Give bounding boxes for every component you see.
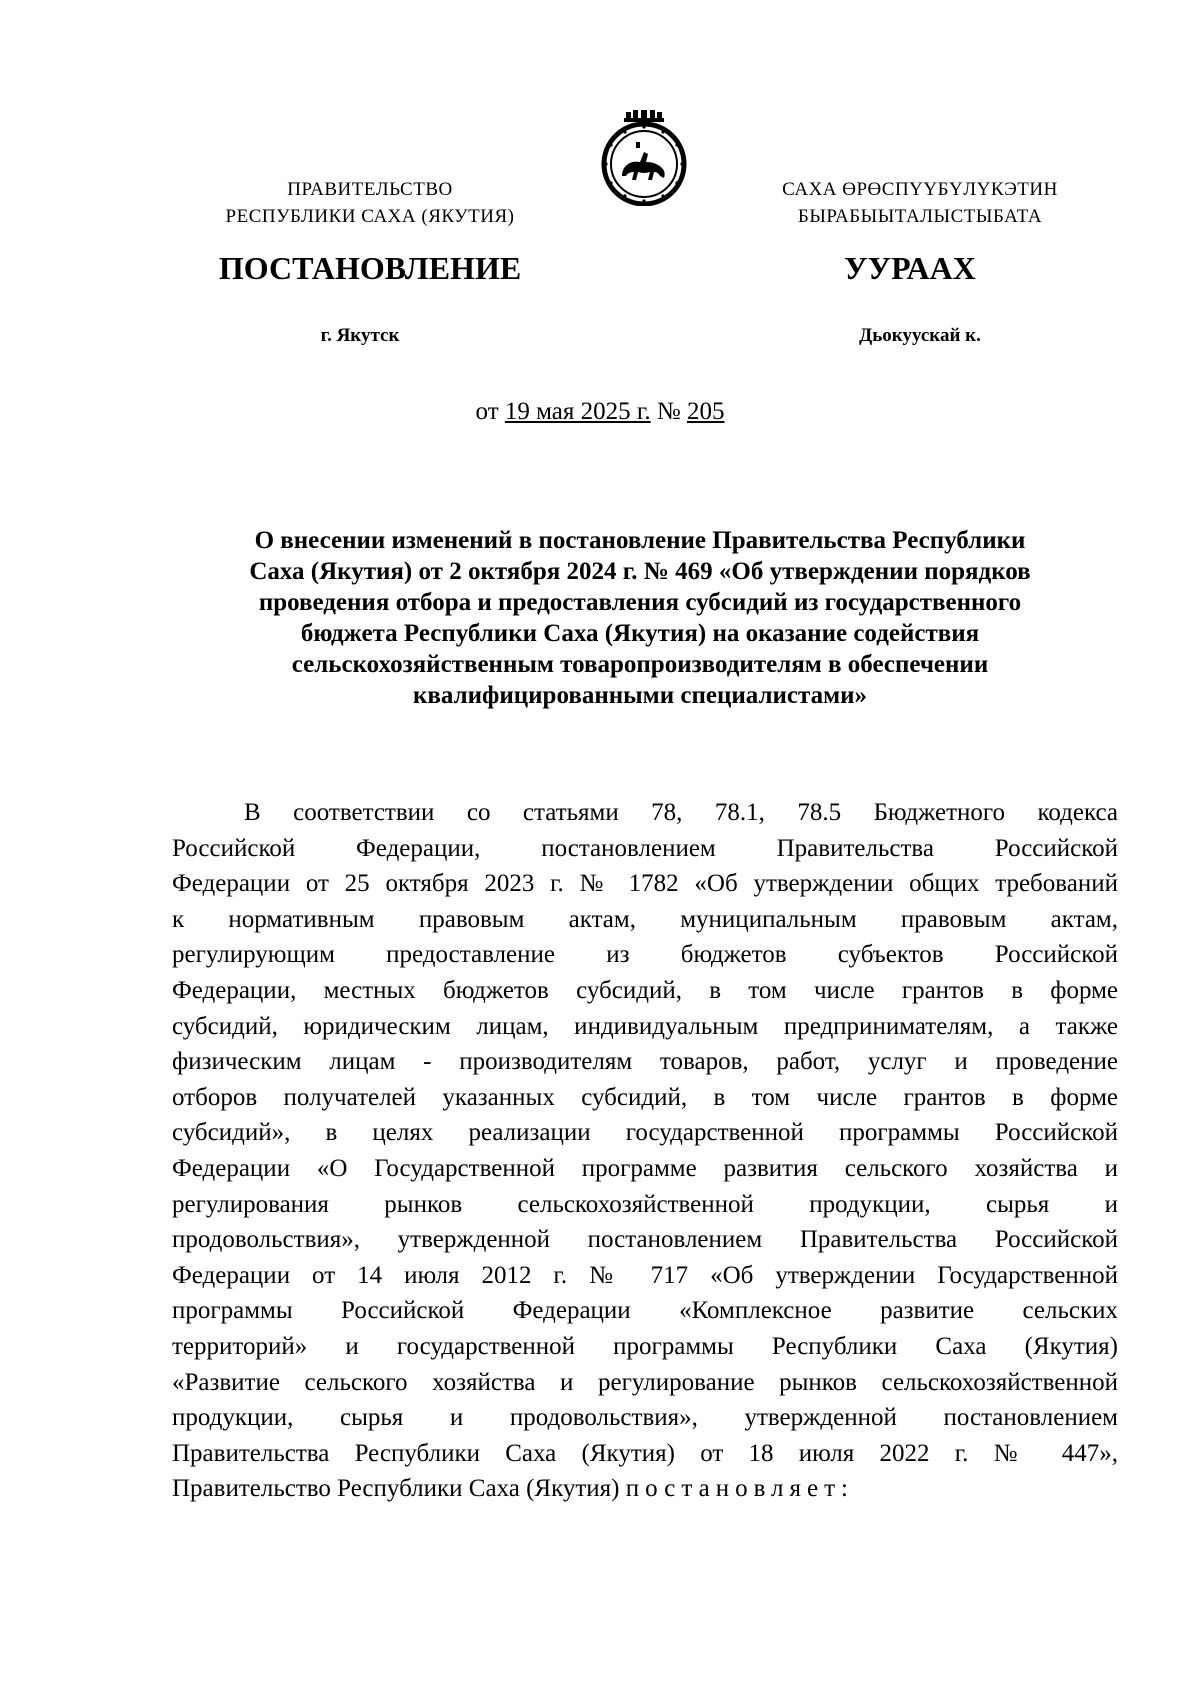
- doc-type-yakut: УУРААХ: [844, 250, 976, 286]
- body-line: физическим лицам - производителям товаров, работ, услуг и проведение: [172, 1048, 1118, 1076]
- body-final-spaced-word: постановляет:: [625, 1475, 854, 1503]
- header-right-line-2: БЫРАБЫЫТАЛЫСТЫБАТА: [797, 206, 1043, 227]
- body-line: регулирования рынков сельскохозяйственной продукции, сырья и: [172, 1190, 1118, 1218]
- header-left-line-1: ПРАВИТЕЛЬСТВО: [287, 179, 453, 200]
- title-line: проведения отбора и предоставления субсидий из государственного: [258, 589, 1022, 616]
- number-sign: №: [650, 398, 687, 425]
- document-title: [180, 525, 1100, 711]
- title-line: квалифицированными специалистами»: [412, 682, 868, 709]
- body-line: Федерации, местных бюджетов субсидий, в том числе грантов в форме: [172, 976, 1118, 1004]
- body-line: территорий» и государственной программы Республики Саха (Якутия): [172, 1332, 1118, 1360]
- title-line: сельскохозяйственным товаропроизводителям в обеспечении: [291, 651, 989, 678]
- header-left-line-2: РЕСПУБЛИКИ САХА (ЯКУТИЯ): [225, 206, 515, 227]
- header-right-org-name: [730, 176, 1110, 230]
- body-line: к нормативным правовым актам, муниципальным правовым актам,: [172, 905, 1118, 933]
- header-left-org-name: [180, 176, 560, 230]
- body-line: «Развитие сельского хозяйства и регулирование рынков сельскохозяйственной: [172, 1368, 1118, 1396]
- body-line: продукции, сырья и продовольствия», утвержденной постановлением: [172, 1404, 1118, 1432]
- body-line: отборов получателей указанных субсидий, в том числе грантов в форме: [172, 1083, 1118, 1111]
- body-line: Федерации «О Государственной программе развития сельского хозяйства и: [172, 1154, 1118, 1182]
- body-line: субсидий, юридическим лицам, индивидуальным предпринимателям, а также: [172, 1012, 1118, 1040]
- document-body: [172, 795, 1118, 1507]
- body-line: Правительства Республики Саха (Якутия) от 18 июля 2022 г. № 447»,: [172, 1439, 1118, 1467]
- body-line: субсидий», в целях реализации государственной программы Российской: [172, 1119, 1118, 1147]
- document-number: 205: [686, 398, 725, 425]
- body-line: Российской Федерации, постановлением Правительства Российской: [172, 834, 1118, 862]
- body-final-line: [172, 1471, 1118, 1507]
- body-line: Федерации от 25 октября 2023 г. № 1782 «Об утверждении общих требований: [172, 870, 1118, 898]
- doc-type-russian: ПОСТАНОВЛЕНИЕ: [218, 250, 522, 286]
- body-line: В соответствии со статьями 78, 78.1, 78.5 Бюджетного кодекса: [244, 799, 1118, 826]
- date-number-line: [300, 398, 900, 426]
- title-line: Саха (Якутия) от 2 октября 2024 г. № 469 «Об утверждении порядков: [249, 558, 1031, 585]
- date-prefix: от: [475, 398, 505, 425]
- body-line: программы Российской Федерации «Комплексное развитие сельских: [172, 1297, 1118, 1325]
- body-line: продовольствия», утвержденной постановлением Правительства Российской: [172, 1226, 1118, 1254]
- body-final-text: Правительство Республики Саха (Якутия): [172, 1475, 626, 1503]
- city-russian: г. Якутск: [320, 325, 400, 346]
- body-line: Федерации от 14 июля 2012 г. № 717 «Об утверждении Государственной: [172, 1261, 1118, 1289]
- title-line: О внесении изменений в постановление Правительства Республики: [254, 527, 1026, 554]
- coat-of-arms-emblem-icon: [600, 110, 688, 206]
- body-line: регулирующим предоставление из бюджетов субъектов Российской: [172, 941, 1118, 969]
- header-right-line-1: САХА ӨРӨСПҮҮБҮЛҮКЭТИН: [782, 179, 1058, 200]
- document-date: 19 мая 2025 г.: [504, 398, 651, 425]
- title-line: бюджета Республики Саха (Якутия) на оказание содействия: [300, 620, 980, 647]
- city-yakut: Дьокуускай к.: [859, 325, 981, 346]
